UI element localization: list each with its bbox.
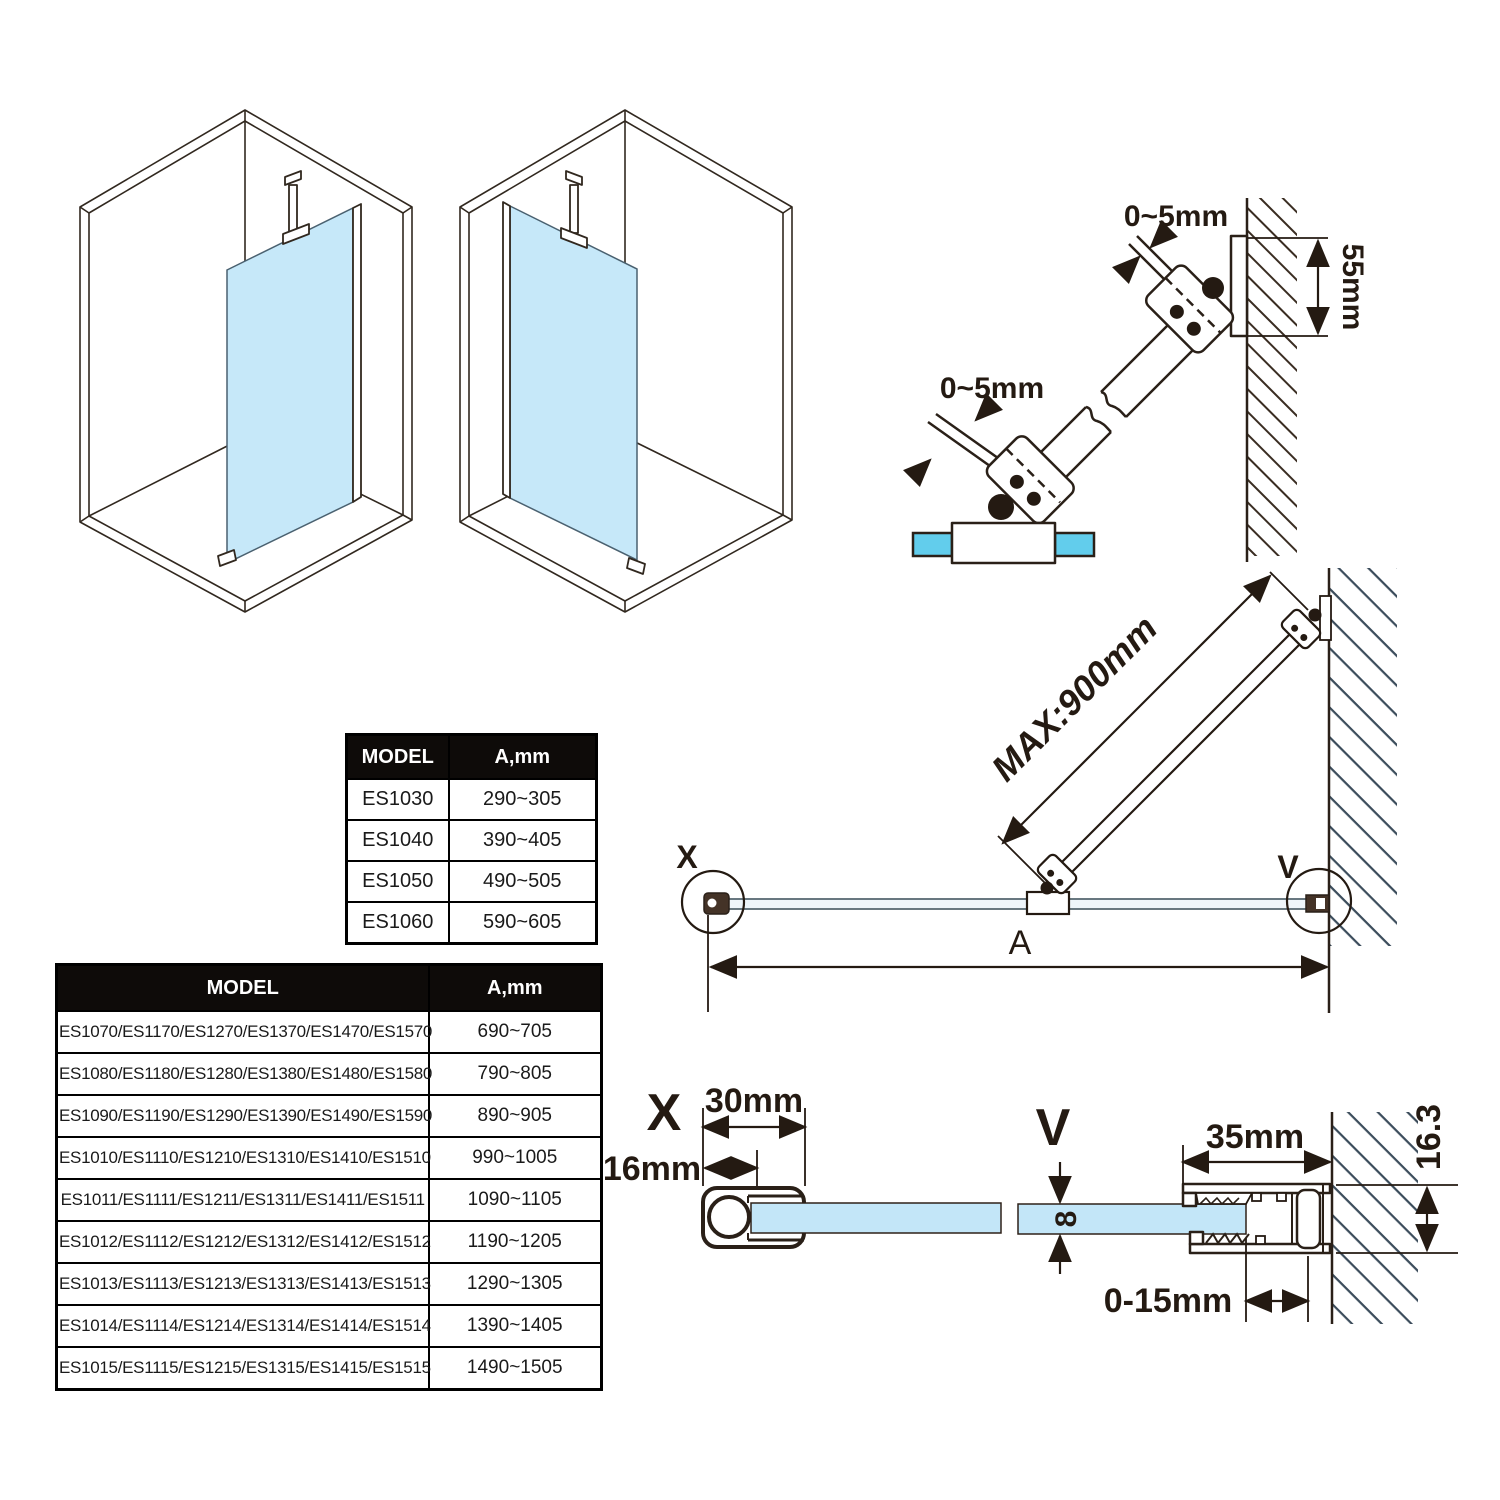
- wall-profile: [353, 204, 361, 502]
- dimension-cell: 690~705: [429, 1011, 602, 1053]
- table-header-row: [57, 965, 602, 1012]
- dimension-cell: 1390~1405: [429, 1305, 602, 1347]
- tube-bore: [709, 1197, 749, 1237]
- dimension-cell: 490~505: [449, 861, 597, 902]
- glass-panel-section: [751, 1203, 1001, 1233]
- threaded-rod: [1129, 236, 1172, 279]
- model-cell: ES1015/ES1115/ES1215/ES1315/ES1415/ES1515: [57, 1347, 429, 1390]
- dimension-cell: 390~405: [449, 820, 597, 861]
- table-row: [57, 1347, 602, 1390]
- plate-height-dim: 55mm: [1336, 243, 1369, 331]
- table-row: [57, 1011, 602, 1053]
- size-table-large: [55, 963, 603, 1391]
- tube-offset-dim: 16mm: [602, 1150, 702, 1188]
- profile-width-dim: 30mm: [704, 1082, 804, 1120]
- wall-hatch: [1329, 568, 1397, 946]
- table-row: [347, 779, 597, 820]
- model-cell: ES1011/ES1111/ES1211/ES1311/ES1411/ES1511: [57, 1179, 429, 1221]
- dimension-cell: 790~805: [429, 1053, 602, 1095]
- pivot-joint: [1202, 277, 1224, 299]
- dimension-cell: 1090~1105: [429, 1179, 602, 1221]
- column-header-a-mm: A,mm: [429, 965, 602, 1012]
- glass-thickness-dim: 8: [1050, 1210, 1083, 1228]
- detail-x-title: X: [646, 1084, 682, 1142]
- model-cell: ES1013/ES1113/ES1213/ES1313/ES1413/ES1513: [57, 1263, 429, 1305]
- table-row: [347, 820, 597, 861]
- pivot-joint: [988, 494, 1014, 520]
- profile-depth-dim: 16.3: [1410, 1103, 1448, 1171]
- table-row: [57, 1179, 602, 1221]
- detail-x-marker: X: [676, 839, 698, 875]
- dimension-cell: 990~1005: [429, 1137, 602, 1179]
- table-row: [57, 1053, 602, 1095]
- spring-serration: [1206, 1234, 1249, 1243]
- max-length-dim: MAX:900mm: [983, 607, 1166, 790]
- table-header-row: [347, 735, 597, 780]
- table-row: [347, 902, 597, 944]
- model-cell: ES1090/ES1190/ES1290/ES1390/ES1490/ES1590: [57, 1095, 429, 1137]
- glass-clamp: [1027, 892, 1069, 914]
- glass-panel: [227, 208, 353, 563]
- dimension-cell: 290~305: [449, 779, 597, 820]
- ceiling-mount: [285, 171, 301, 185]
- model-cell: ES1040: [347, 820, 449, 861]
- span-dim: A: [1008, 924, 1032, 962]
- column-header-model: MODEL: [347, 735, 449, 780]
- table-row: [347, 861, 597, 902]
- gasket: [1297, 1190, 1320, 1248]
- isometric-left-figure: [80, 110, 412, 612]
- dimension-cell: 590~605: [449, 902, 597, 944]
- table-row: [57, 1137, 602, 1179]
- table-row: [57, 1221, 602, 1263]
- wall-profile: [503, 202, 510, 498]
- wall-hatch: [1247, 198, 1297, 556]
- model-cell: ES1070/ES1170/ES1270/ES1370/ES1470/ES1570: [57, 1011, 429, 1053]
- dimension-cell: 1490~1505: [429, 1347, 602, 1390]
- dimension-cell: 890~905: [429, 1095, 602, 1137]
- size-table-small: [345, 733, 598, 945]
- wall-hatch: [1332, 1112, 1418, 1324]
- glass-panel-plan: [707, 899, 1329, 909]
- column-header-a-mm: A,mm: [449, 735, 597, 780]
- dimension-cell: 1190~1205: [429, 1221, 602, 1263]
- support-bar: [570, 185, 578, 233]
- detail-x-figure: [603, 1082, 1001, 1247]
- support-bar: [289, 185, 297, 233]
- model-cell: ES1080/ES1180/ES1280/ES1380/ES1480/ES1580: [57, 1053, 429, 1095]
- model-cell: ES1030: [347, 779, 449, 820]
- glass-edge: [1055, 533, 1094, 556]
- model-cell: ES1050: [347, 861, 449, 902]
- glass-clamp: [952, 523, 1055, 563]
- detail-v-marker: V: [1277, 849, 1299, 885]
- table-row: [57, 1305, 602, 1347]
- table-row: [57, 1095, 602, 1137]
- isometric-right-figure: [460, 110, 792, 612]
- column-header-model: MODEL: [57, 965, 429, 1012]
- glass-panel: [510, 206, 637, 560]
- pivot-joint: [1041, 882, 1054, 895]
- floor-foot: [627, 558, 645, 574]
- table-row: [57, 1263, 602, 1305]
- profile-width-dim: 35mm: [1205, 1118, 1305, 1156]
- gap-dim-top: 0~5mm: [1123, 200, 1229, 233]
- pivot-joint: [1309, 609, 1322, 622]
- model-cell: ES1060: [347, 902, 449, 944]
- model-cell: ES1010/ES1110/ES1210/ES1310/ES1410/ES1510: [57, 1137, 429, 1179]
- support-bar-detail-figure: [913, 198, 1369, 563]
- glass-edge: [913, 533, 952, 556]
- detail-v-figure: [1018, 1099, 1458, 1324]
- wall-plate: [1320, 596, 1331, 640]
- plan-view-figure: [676, 568, 1397, 1013]
- dimension-cell: 1290~1305: [429, 1263, 602, 1305]
- detail-v-title: V: [1035, 1099, 1071, 1157]
- gap-dim-bottom: 0~5mm: [939, 372, 1045, 405]
- adjust-range-dim: 0-15mm: [1103, 1282, 1233, 1320]
- ceiling-mount: [566, 171, 582, 185]
- model-cell: ES1012/ES1112/ES1212/ES1312/ES1412/ES1512: [57, 1221, 429, 1263]
- model-cell: ES1014/ES1114/ES1214/ES1314/ES1414/ES1514: [57, 1305, 429, 1347]
- floor-foot: [218, 550, 236, 566]
